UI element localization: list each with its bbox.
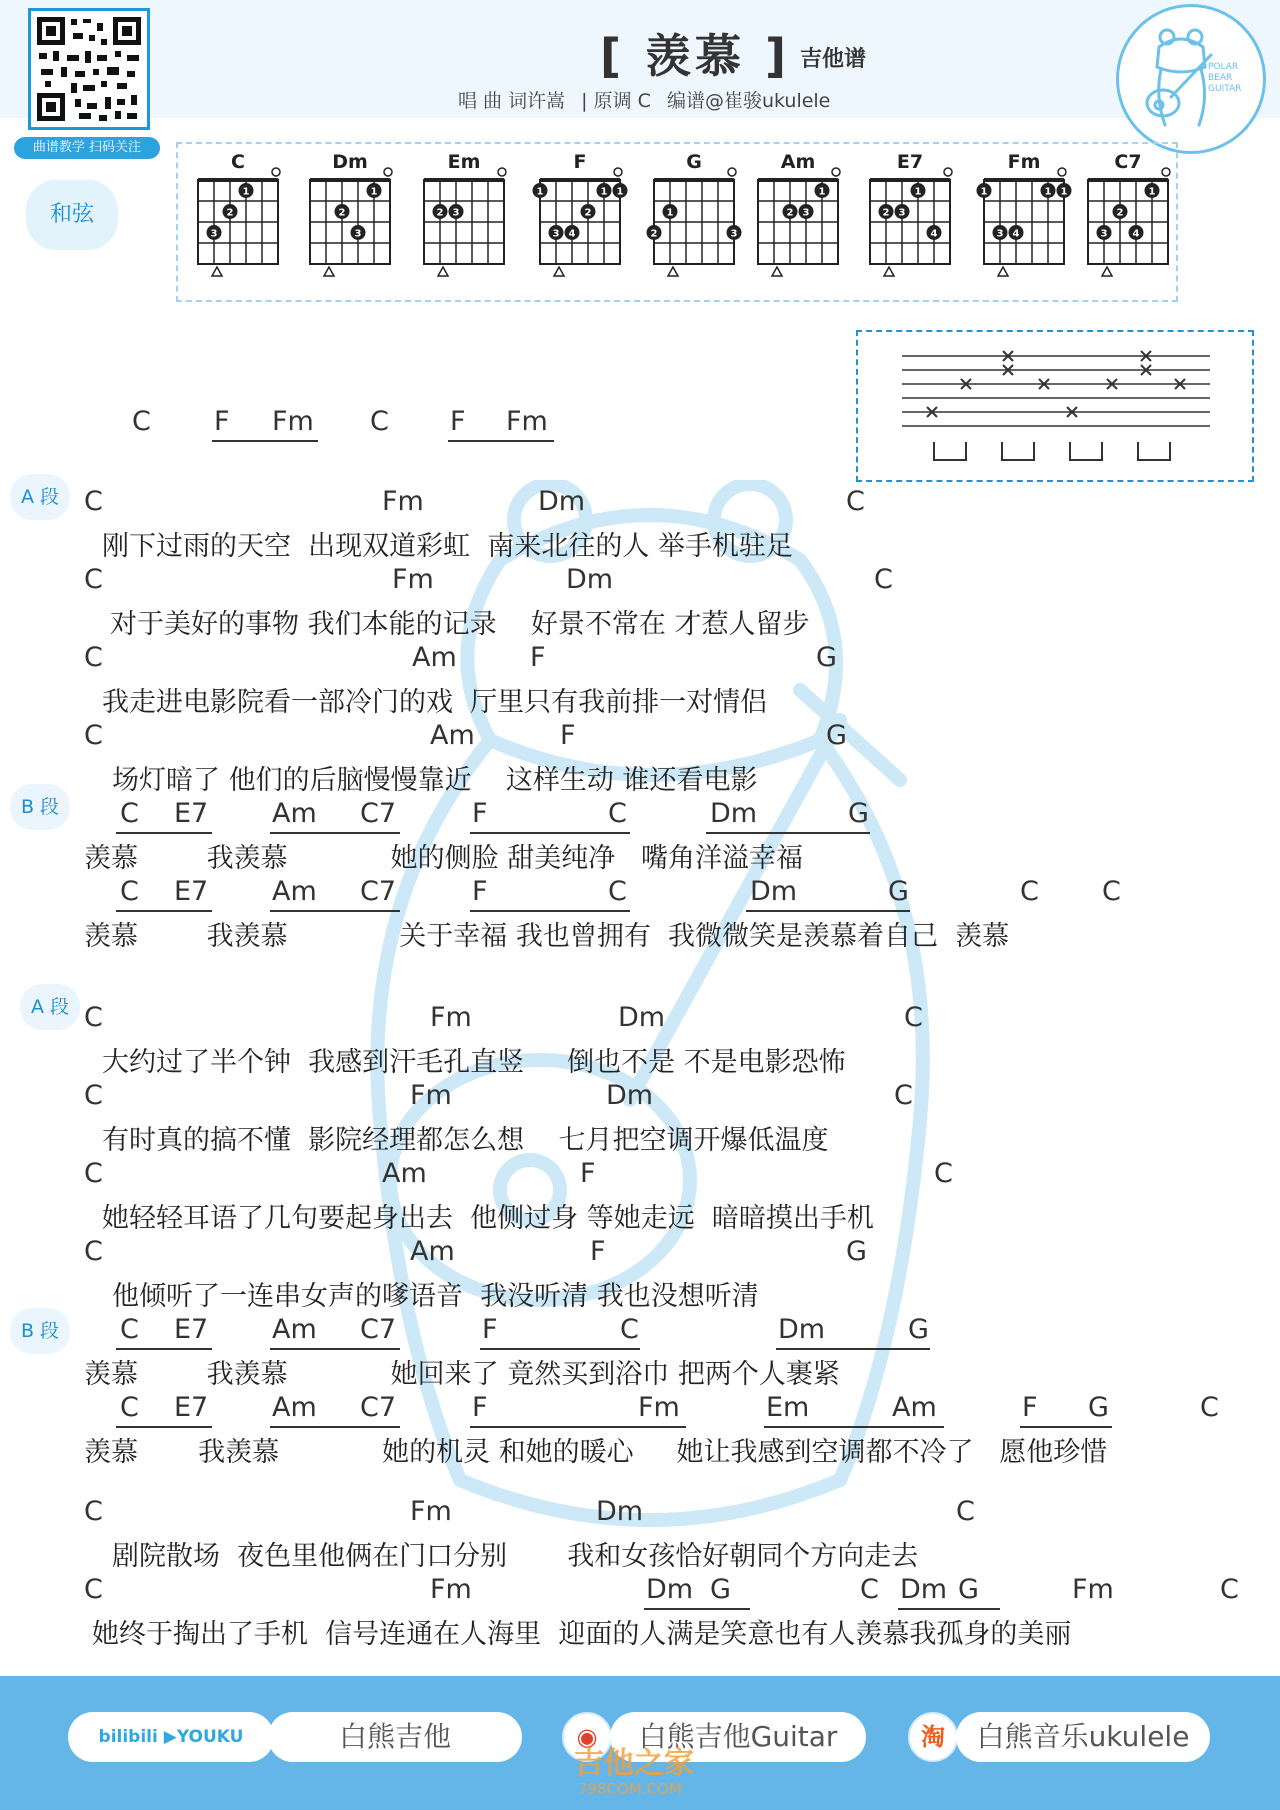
arranger-text: 编谱@崔骏ukulele <box>666 90 831 112</box>
lyric-line: 场灯暗了 他们的后脑慢慢靠近 这样生动 谁还看电影 <box>112 765 758 796</box>
chord-symbol: F <box>1022 1392 1038 1423</box>
chord-underline <box>116 910 212 912</box>
svg-text:1: 1 <box>616 186 624 198</box>
chord-symbol: C <box>608 798 627 829</box>
chord-symbol: Am <box>272 876 317 907</box>
chord-symbol: G <box>816 642 837 673</box>
song-title: [ 羡慕 ] <box>600 29 791 83</box>
chord-line <box>0 1392 1280 1428</box>
chord-line <box>0 1236 1280 1272</box>
chord-underline <box>644 1608 750 1610</box>
intro-chord: C <box>132 406 151 437</box>
chord-name: Dm <box>332 151 368 173</box>
chord-symbol: Am <box>272 1314 317 1345</box>
chord-symbol: F <box>472 876 488 907</box>
chord-underline <box>746 910 910 912</box>
lyric-line: 剧院散场 夜色里他俩在门口分别 我和女孩恰好朝同个方向走去 <box>112 1541 919 1572</box>
song-meta <box>458 86 840 113</box>
chord-line <box>0 720 1280 756</box>
chord-symbol: G <box>1088 1392 1109 1423</box>
chord-underline <box>212 440 318 442</box>
chord-symbol: C <box>1220 1574 1239 1605</box>
chord-symbol: C7 <box>360 1314 397 1345</box>
intro-chord-line <box>0 406 700 442</box>
chord-diagrams <box>176 142 1178 302</box>
chord-underline <box>706 832 870 834</box>
section-label-a: A 段 <box>20 984 80 1030</box>
lyric-line: 刚下过雨的天空 出现双道彩虹 南来北往的人 举手机驻足 <box>102 531 793 562</box>
svg-text:2: 2 <box>1116 207 1124 219</box>
lyric-line: 她轻轻耳语了几句要起身出去 他侧过身 等她走远 暗暗摸出手机 <box>102 1203 874 1234</box>
chord-line <box>0 564 1280 600</box>
chord-symbol: C <box>860 1574 879 1605</box>
chord-underline <box>470 1426 686 1428</box>
chord-line <box>0 876 1280 912</box>
site-watermark: 吉他之家 <box>574 1746 694 1781</box>
chord-line <box>0 642 1280 678</box>
chord-underline <box>270 910 400 912</box>
chord-symbol: C <box>84 1496 103 1527</box>
chord-symbol: Dm <box>750 876 798 907</box>
chord-symbol: Am <box>410 1236 455 1267</box>
chord-name: Am <box>780 151 816 173</box>
svg-text:2: 2 <box>584 207 592 219</box>
chord-symbol: Am <box>272 798 317 829</box>
svg-text:3: 3 <box>354 228 362 240</box>
lyric-line: 她终于掏出了手机 信号连通在人海里 迎面的人满是笑意也有人羡慕我孤身的美丽 <box>92 1619 1072 1650</box>
chord-line <box>0 1158 1280 1194</box>
site-watermark-url: 798COM.COM <box>578 1780 682 1798</box>
chord-underline <box>470 910 630 912</box>
svg-text:1: 1 <box>1044 186 1052 198</box>
chord-diagram-c <box>198 151 280 276</box>
chord-symbol: F <box>560 720 576 751</box>
chord-line <box>0 1574 1280 1610</box>
chord-symbol: F <box>472 798 488 829</box>
chord-symbol: G <box>710 1574 731 1605</box>
qr-label: 曲谱教学 扫码关注 <box>14 137 160 159</box>
chord-symbol: F <box>580 1158 596 1189</box>
chord-symbol: C <box>84 1236 103 1267</box>
chord-symbol: G <box>846 1236 867 1267</box>
chord-diagram-am <box>758 151 840 276</box>
intro-chord: C <box>370 406 389 437</box>
chord-symbol: Am <box>272 1392 317 1423</box>
lyric-line: 对于美好的事物 我们本能的记录 好景不常在 才惹人留步 <box>110 609 810 640</box>
credits-text: 唱 曲 词许嵩 <box>458 90 566 112</box>
chord-symbol: C <box>84 564 103 595</box>
chord-symbol: C7 <box>360 1392 397 1423</box>
lyric-line: 他倾听了一连串女声的嗲语音 我没听清 我也没想听清 <box>112 1281 759 1312</box>
chord-symbol: Dm <box>646 1574 694 1605</box>
chord-line <box>0 1314 1280 1350</box>
lyric-line: 羡慕 我羡慕 她的侧脸 甜美纯净 嘴角洋溢幸福 <box>84 843 803 874</box>
chord-symbol: C <box>120 1314 139 1345</box>
chord-name: C7 <box>1114 151 1142 173</box>
svg-text:3: 3 <box>802 207 810 219</box>
chord-symbol: C7 <box>360 798 397 829</box>
chord-symbol: Am <box>892 1392 937 1423</box>
svg-text:1: 1 <box>914 186 922 198</box>
chord-symbol: Am <box>412 642 457 673</box>
svg-text:4: 4 <box>1012 228 1020 240</box>
chord-symbol: Dm <box>618 1002 666 1033</box>
chord-underline <box>898 1608 1000 1610</box>
section-label-a: A 段 <box>10 474 70 520</box>
chord-diagram-g <box>647 151 742 276</box>
chord-symbol: C <box>84 1158 103 1189</box>
chord-symbol: Dm <box>606 1080 654 1111</box>
svg-text:3: 3 <box>552 228 560 240</box>
svg-text:1: 1 <box>600 186 608 198</box>
chord-underline <box>270 832 400 834</box>
chord-symbol: Fm <box>382 486 424 517</box>
bilibili-youku-logos: bilibili ▶YOUKU <box>98 1727 244 1747</box>
logo-text: POLAR BEAR GUITAR <box>1208 62 1242 94</box>
chord-underline <box>470 832 630 834</box>
svg-text:2: 2 <box>882 207 890 219</box>
chord-diagram-em <box>424 151 506 276</box>
chord-symbol: C <box>620 1314 639 1345</box>
lyric-line: 羡慕 我羡慕 她的机灵 和她的暖心 她让我感到空调都不冷了 愿他珍惜 <box>84 1437 1108 1468</box>
chord-symbol: C <box>846 486 865 517</box>
intro-chord: Fm <box>272 406 314 437</box>
intro-chord: F <box>450 406 466 437</box>
svg-text:1: 1 <box>242 186 250 198</box>
chord-symbol: Am <box>430 720 475 751</box>
chord-symbol: C <box>934 1158 953 1189</box>
section-label-b: B 段 <box>10 784 70 830</box>
chord-underline <box>764 1426 944 1428</box>
chord-underline <box>480 1348 640 1350</box>
chord-symbol: Fm <box>410 1080 452 1111</box>
chord-underline <box>776 1348 930 1350</box>
svg-text:1: 1 <box>980 186 988 198</box>
chord-name: G <box>686 151 702 173</box>
chord-line <box>0 486 1280 522</box>
platforms-pill[interactable] <box>68 1712 274 1762</box>
chord-symbol: C <box>904 1002 923 1033</box>
svg-text:3: 3 <box>730 228 738 240</box>
svg-text:1: 1 <box>536 186 544 198</box>
chord-underline <box>1020 1426 1112 1428</box>
svg-text:3: 3 <box>898 207 906 219</box>
chord-diagram-c7 <box>1088 151 1170 276</box>
lyric-line: 我走进电影院看一部冷门的戏 厅里只有我前排一对情侣 <box>102 687 768 718</box>
chord-symbol: Am <box>382 1158 427 1189</box>
svg-text:3: 3 <box>996 228 1004 240</box>
taobao-shop-name: 白熊音乐ukulele <box>976 1720 1190 1753</box>
chord-symbol: E7 <box>174 876 209 907</box>
strum-pattern-box <box>856 330 1254 482</box>
chord-symbol: C <box>1020 876 1039 907</box>
chord-symbol: C <box>84 1002 103 1033</box>
chord-underline <box>270 1426 400 1428</box>
chord-symbol: Dm <box>596 1496 644 1527</box>
chord-diagram-fm <box>977 151 1072 276</box>
chord-symbol: G <box>826 720 847 751</box>
chord-symbol: G <box>958 1574 979 1605</box>
svg-text:2: 2 <box>786 207 794 219</box>
lyric-line: 大约过了半个钟 我感到汗毛孔直竖 倒也不是 不是电影恐怖 <box>102 1047 846 1078</box>
chord-name: Fm <box>1007 151 1041 173</box>
chord-symbol: Fm <box>392 564 434 595</box>
chord-symbol: C <box>84 720 103 751</box>
svg-text:1: 1 <box>1060 186 1068 198</box>
chord-symbol: C <box>1102 876 1121 907</box>
chord-underline <box>116 1348 212 1350</box>
chord-symbol: G <box>848 798 869 829</box>
chord-symbol: F <box>530 642 546 673</box>
chord-symbol: G <box>908 1314 929 1345</box>
chord-line <box>0 1002 1280 1038</box>
chord-symbol: Fm <box>430 1574 472 1605</box>
chord-line <box>0 798 1280 834</box>
chord-symbol: C <box>1200 1392 1219 1423</box>
chord-symbol: Fm <box>410 1496 452 1527</box>
svg-text:1: 1 <box>1148 186 1156 198</box>
weibo-channel-name: 白熊吉他Guitar <box>638 1720 838 1753</box>
chord-diagram-f <box>533 151 628 276</box>
taobao-icon[interactable]: 淘 <box>908 1712 958 1762</box>
svg-text:2: 2 <box>338 207 346 219</box>
chord-symbol: C <box>608 876 627 907</box>
chord-underline <box>448 440 554 442</box>
sheet-type-tag: 吉他谱 <box>800 47 867 72</box>
intro-chord: Fm <box>506 406 548 437</box>
chord-name: F <box>573 151 587 173</box>
chord-symbol: C <box>84 1574 103 1605</box>
chord-symbol: Dm <box>566 564 614 595</box>
chord-symbol: Fm <box>430 1002 472 1033</box>
chord-symbol: C <box>894 1080 913 1111</box>
chord-symbol: C <box>84 1080 103 1111</box>
chord-symbol: C7 <box>360 876 397 907</box>
chord-diagram-dm <box>310 151 392 276</box>
bilibili-channel-name: 白熊吉他 <box>338 1720 451 1753</box>
chord-diagram-e7 <box>870 151 952 276</box>
svg-text:3: 3 <box>1100 228 1108 240</box>
chord-symbol: Dm <box>900 1574 948 1605</box>
chord-name: C <box>231 151 245 173</box>
chord-symbol: C <box>84 642 103 673</box>
qr-code-icon[interactable] <box>28 8 150 130</box>
chord-symbol: C <box>956 1496 975 1527</box>
chord-underline <box>116 832 212 834</box>
chord-symbol: F <box>482 1314 498 1345</box>
chord-symbol: C <box>84 486 103 517</box>
chord-line <box>0 1496 1280 1532</box>
chord-symbol: G <box>888 876 909 907</box>
svg-text:1: 1 <box>666 207 674 219</box>
chord-symbol: C <box>120 1392 139 1423</box>
chord-line <box>0 1080 1280 1116</box>
svg-text:3: 3 <box>452 207 460 219</box>
chord-symbol: Fm <box>1072 1574 1114 1605</box>
taobao-shop-pill[interactable] <box>956 1712 1210 1762</box>
key-text: | 原调 C <box>581 90 651 112</box>
chord-symbol: C <box>120 876 139 907</box>
chord-underline <box>270 1348 400 1350</box>
svg-text:1: 1 <box>370 186 378 198</box>
chord-symbol: Dm <box>538 486 586 517</box>
chord-symbol: E7 <box>174 1314 209 1345</box>
chord-symbol: Em <box>766 1392 810 1423</box>
chord-symbol: F <box>472 1392 488 1423</box>
chord-symbol: Fm <box>638 1392 680 1423</box>
svg-text:1: 1 <box>818 186 826 198</box>
intro-chord: F <box>214 406 230 437</box>
section-label-b: B 段 <box>10 1308 70 1354</box>
svg-text:4: 4 <box>930 228 938 240</box>
chord-symbol: Dm <box>778 1314 826 1345</box>
chord-symbol: C <box>874 564 893 595</box>
chord-name: E7 <box>896 151 924 173</box>
lyric-line: 羡慕 我羡慕 关于幸福 我也曾拥有 我微微笑是羡慕着自己 羡慕 <box>84 921 1010 952</box>
chord-symbol: C <box>120 798 139 829</box>
chord-underline <box>116 1426 212 1428</box>
lyric-line: 羡慕 我羡慕 她回来了 竟然买到浴巾 把两个人裹紧 <box>84 1359 840 1390</box>
svg-text:4: 4 <box>1132 228 1140 240</box>
chord-symbol: E7 <box>174 798 209 829</box>
svg-text:3: 3 <box>210 228 218 240</box>
chord-name: Em <box>447 151 481 173</box>
chord-symbol: E7 <box>174 1392 209 1423</box>
svg-text:2: 2 <box>226 207 234 219</box>
bilibili-channel-pill[interactable] <box>268 1712 522 1762</box>
chord-symbol: F <box>590 1236 606 1267</box>
svg-text:2: 2 <box>650 228 658 240</box>
svg-text:2: 2 <box>436 207 444 219</box>
lyric-line: 有时真的搞不懂 影院经理都怎么想 七月把空调开爆低温度 <box>102 1125 829 1156</box>
chords-badge: 和弦 <box>26 180 118 250</box>
chord-symbol: Dm <box>710 798 758 829</box>
svg-text:4: 4 <box>568 228 576 240</box>
weibo-icon[interactable]: ◉ <box>562 1712 612 1762</box>
